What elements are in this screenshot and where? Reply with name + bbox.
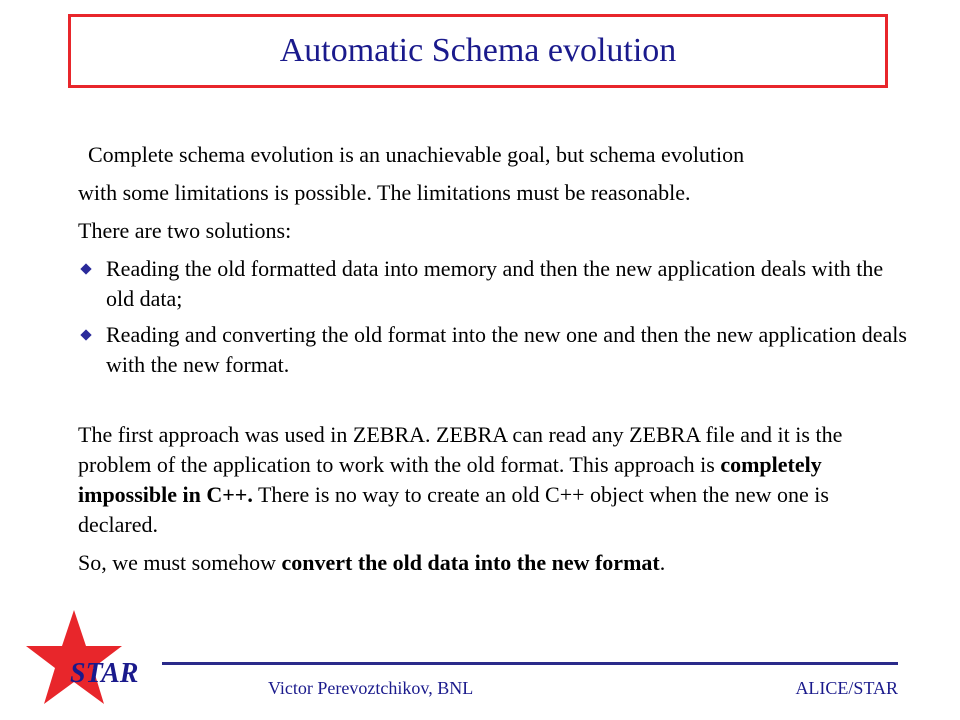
bullet-text: Reading the old formatted data into memory and then the new application deals with the old data; (106, 256, 884, 311)
paragraph-conclusion (78, 548, 908, 578)
para2-text-before: The first approach was used in ZEBRA. ZEBRA can read any ZEBRA file and it is the problem of the application to work with the old format. This approach is (78, 422, 843, 477)
bullet-item (78, 254, 908, 314)
slide-body (78, 140, 908, 578)
intro-line-2: with some limitations is possible. The limitations must be reasonable. (78, 180, 691, 205)
para3-bold: convert the old data into the new format (281, 550, 660, 575)
diamond-bullet-icon (80, 329, 91, 340)
para2-bold: completely impossible in C++. (78, 452, 822, 507)
intro-line-3: There are two solutions: (78, 218, 292, 243)
diamond-bullet-icon (80, 263, 91, 274)
star-logo-text: STAR (70, 658, 139, 689)
para2-text-after: There is no way to create an old C++ object when the new one is declared. (78, 482, 829, 537)
para3-text-after: . (659, 550, 666, 575)
bullet-list (78, 254, 908, 380)
footer-project: ALICE/STAR (795, 678, 898, 698)
footer-author: Victor Perevoztchikov, BNL (268, 678, 474, 698)
title-box (68, 14, 888, 88)
bullet-item (78, 320, 908, 380)
intro-line-1: Complete schema evolution is an unachievable goal, but schema evolution (88, 142, 745, 167)
bullet-text: Reading and converting the old format into the new one and then the new application deals with the new format. (106, 322, 907, 377)
footer-divider (162, 662, 898, 665)
slide-title: Automatic Schema evolution (279, 32, 677, 69)
paragraph-zebra (78, 420, 908, 540)
para3-text-before: So, we must somehow (78, 550, 282, 575)
